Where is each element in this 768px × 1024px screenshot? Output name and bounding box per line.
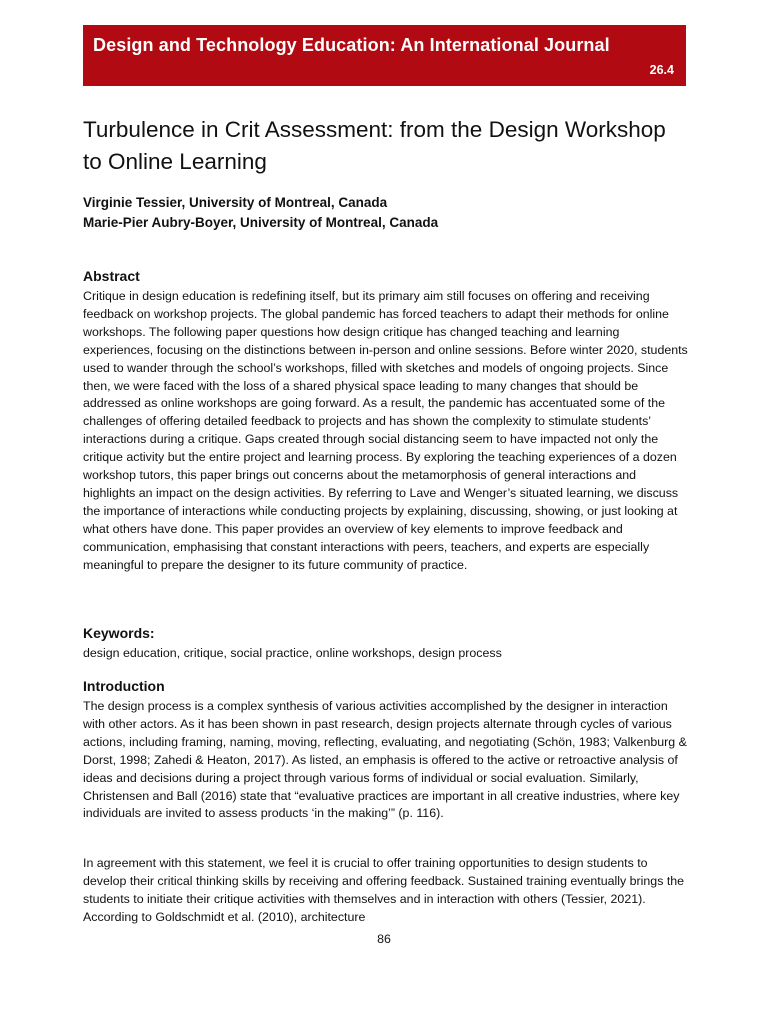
abstract-heading: Abstract — [83, 268, 140, 284]
page-number: 86 — [377, 932, 391, 946]
abstract-text: Critique in design education is redefining itself, but its primary aim still focuses on offering and receiving feedback on workshop projects. The global pandemic has forced teachers to adapt their methods for online workshops. The following paper questions how design critique has changed teaching and learning experiences, focusing on the distinctions between in-person and online sessions. Before winter 2020, students used to wander through the school’s workshops, filled with sketches and models of ongoing projects. Since then, we were faced with the loss of a shared physical space leading to many changes that should be addressed as online workshops are going forward. As a result, the pandemic has accentuated some of the challenges of offering detailed feedback to projects and has shown the complexity to stimulate students’ interactions during a critique. Gaps created through social distancing seem to have impacted not only the critique activity but the entire project and learning process. By exploring the teaching experiences of a dozen workshop tutors, this paper brings out concerns about the metamorphosis of general interactions and highlights an impact on the design activities. By referring to Lave and Wenger’s situated learning, we discuss the importance of interactions while conducting projects by explaining, discussing, showing, or just looking at what others have done. This paper provides an overview of key elements to improve feedback and communication, emphasising that constant interactions with peers, teachers, and experts are especially meaningful to prepare the designer to its future community of practice. — [83, 289, 688, 572]
author-1: Virginie Tessier, University of Montreal, Canada — [83, 195, 388, 210]
journal-name: Design and Technology Education: An International Journal — [93, 35, 610, 55]
keywords-heading: Keywords: — [83, 625, 155, 641]
introduction-paragraph-2: In agreement with this statement, we feel it is crucial to offer training opportunities to design students to develop their critical thinking skills by receiving and offering feedback. Sustained training eventually brings the students to initiate their critique activities with themselves and in interaction with others (Tessier, 2021). According to Goldschmidt et al. (2010), architecture — [83, 856, 685, 924]
author-2: Marie-Pier Aubry-Boyer, University of Montreal, Canada — [83, 215, 439, 230]
introduction-paragraph-1: The design process is a complex synthesis of various activities accomplished by the designer in interaction with other actors. As it has been shown in past research, design projects alternate through cycles of various actions, including framing, naming, moving, reflecting, evaluating, and negotiating (Schön, 1983; Valkenburg & Dorst, 1998; Zahedi & Heaton, 2017). As listed, an emphasis is offered to the active or retroactive analysis of ideas and decisions during a project through various forms of individual or social evaluation. Similarly, Christensen and Ball (2016) state that “evaluative practices are important in all creative industries, where key individuals are invited to assess products ‘in the making’” (p. 116). — [83, 699, 687, 821]
journal-issue: 26.4 — [649, 63, 674, 77]
journal-banner — [83, 25, 686, 86]
introduction-heading: Introduction — [83, 678, 165, 694]
paper-title: Turbulence in Crit Assessment: from the Design Workshop to Online Learning — [83, 117, 666, 174]
keywords-text: design education, critique, social practice, online workshops, design process — [83, 646, 502, 660]
author-list — [83, 193, 686, 233]
